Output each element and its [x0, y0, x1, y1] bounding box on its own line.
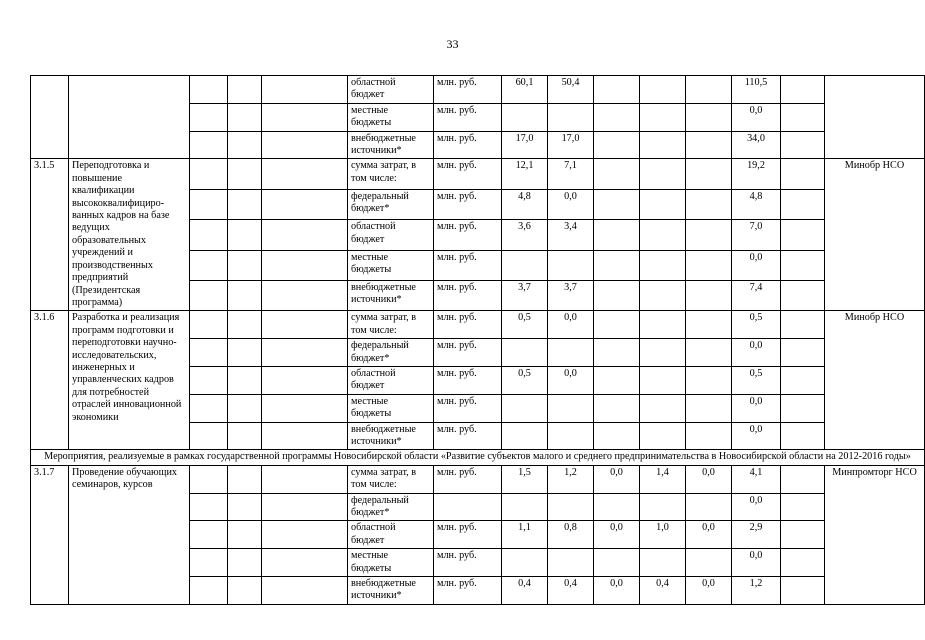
source-cell: областной бюджет — [348, 220, 434, 250]
value-2013 — [548, 493, 594, 521]
page-number: 33 — [446, 37, 459, 51]
value-2013 — [548, 250, 594, 280]
value-2013: 50,4 — [548, 76, 594, 104]
unit-cell: млн. руб. — [434, 366, 502, 394]
value-2016 — [686, 220, 732, 250]
value-2016 — [686, 250, 732, 280]
value-total: 4,8 — [732, 189, 781, 219]
measure-code: 3.1.6 — [31, 311, 69, 450]
value-2016 — [686, 366, 732, 394]
value-2012: 3,6 — [502, 220, 548, 250]
source-cell: областной бюджет — [348, 521, 434, 549]
value-2016: 0,0 — [686, 577, 732, 605]
unit-cell: млн. руб. — [434, 159, 502, 189]
unit-cell: млн. руб. — [434, 549, 502, 577]
value-2013: 3,7 — [548, 280, 594, 310]
unit-cell: млн. руб. — [434, 465, 502, 493]
value-2012 — [502, 394, 548, 422]
value-total: 4,1 — [732, 465, 781, 493]
value-2016 — [686, 549, 732, 577]
source-cell: внебюджетные источники* — [348, 422, 434, 450]
source-cell: федеральный бюджет* — [348, 189, 434, 219]
value-total: 19,2 — [732, 159, 781, 189]
value-2015: 1,4 — [640, 465, 686, 493]
unit-cell: млн. руб. — [434, 250, 502, 280]
value-total: 0,0 — [732, 103, 781, 131]
source-cell: сумма затрат, в том числе: — [348, 159, 434, 189]
value-2016 — [686, 311, 732, 339]
source-cell: местные бюджеты — [348, 394, 434, 422]
value-2016 — [686, 76, 732, 104]
measure-title-cell — [69, 76, 190, 159]
value-total: 110,5 — [732, 76, 781, 104]
value-total: 34,0 — [732, 131, 781, 159]
source-cell: внебюджетные источники* — [348, 131, 434, 159]
measure-title: Разработка и реализация программ подготовки и переподготовки научно-исследовательских, инженерных и управленческих кадров для потребностей отраслей инновационной экономики — [69, 311, 190, 450]
value-2014 — [594, 159, 640, 189]
value-2016 — [686, 189, 732, 219]
value-total: 0,0 — [732, 549, 781, 577]
value-total: 0,5 — [732, 311, 781, 339]
value-2016 — [686, 493, 732, 521]
value-2013: 0,4 — [548, 577, 594, 605]
value-2014: 0,0 — [594, 521, 640, 549]
source-cell: федеральный бюджет* — [348, 493, 434, 521]
value-total: 0,0 — [732, 422, 781, 450]
value-2016 — [686, 394, 732, 422]
value-2014 — [594, 549, 640, 577]
value-2013: 3,4 — [548, 220, 594, 250]
value-2012: 1,5 — [502, 465, 548, 493]
unit-cell: млн. руб. — [434, 189, 502, 219]
value-2015 — [640, 189, 686, 219]
value-2015 — [640, 366, 686, 394]
value-2015 — [640, 549, 686, 577]
value-2015 — [640, 159, 686, 189]
value-2015 — [640, 131, 686, 159]
source-cell: местные бюджеты — [348, 250, 434, 280]
value-2012: 0,5 — [502, 366, 548, 394]
unit-cell — [434, 493, 502, 521]
value-2015 — [640, 493, 686, 521]
section-header-row — [31, 450, 925, 465]
value-total: 0,5 — [732, 366, 781, 394]
value-2016: 0,0 — [686, 521, 732, 549]
value-2015 — [640, 103, 686, 131]
value-total: 7,0 — [732, 220, 781, 250]
value-2016 — [686, 280, 732, 310]
value-2014 — [594, 131, 640, 159]
value-total: 0,0 — [732, 339, 781, 367]
value-2016 — [686, 422, 732, 450]
value-2015 — [640, 280, 686, 310]
table-row — [31, 76, 925, 104]
unit-cell: млн. руб. — [434, 339, 502, 367]
value-total: 0,0 — [732, 250, 781, 280]
value-2013: 17,0 — [548, 131, 594, 159]
responsible-cell — [825, 76, 925, 159]
value-2016 — [686, 339, 732, 367]
source-cell: областной бюджет — [348, 76, 434, 104]
unit-cell: млн. руб. — [434, 577, 502, 605]
source-cell: сумма затрат, в том числе: — [348, 311, 434, 339]
value-2013: 0,0 — [548, 311, 594, 339]
value-2012 — [502, 250, 548, 280]
table-body — [31, 76, 925, 605]
value-2012 — [502, 103, 548, 131]
source-cell: внебюджетные источники* — [348, 577, 434, 605]
unit-cell: млн. руб. — [434, 394, 502, 422]
value-2014 — [594, 280, 640, 310]
source-cell: местные бюджеты — [348, 103, 434, 131]
measure-title: Переподготовка и повышение квалификации высококвалифициро-ванных кадров на базе ведущих образовательных учреждений и производственных предприятий (Президентская программа) — [69, 159, 190, 311]
unit-cell: млн. руб. — [434, 280, 502, 310]
value-2013: 0,8 — [548, 521, 594, 549]
source-cell: сумма затрат, в том числе: — [348, 465, 434, 493]
responsible-executor: Минпромторг НСО — [825, 465, 925, 604]
unit-cell: млн. руб. — [434, 422, 502, 450]
value-total: 7,4 — [732, 280, 781, 310]
value-2012 — [502, 339, 548, 367]
budget-table — [30, 75, 925, 605]
value-2014 — [594, 311, 640, 339]
value-2014 — [594, 366, 640, 394]
value-2015 — [640, 220, 686, 250]
unit-cell: млн. руб. — [434, 311, 502, 339]
value-2014 — [594, 76, 640, 104]
measure-title: Проведение обучающих семинаров, курсов — [69, 465, 190, 604]
unit-cell: млн. руб. — [434, 76, 502, 104]
responsible-executor: Минобр НСО — [825, 159, 925, 311]
value-2016: 0,0 — [686, 465, 732, 493]
value-2014 — [594, 250, 640, 280]
value-2012 — [502, 422, 548, 450]
value-2015 — [640, 250, 686, 280]
value-2014 — [594, 394, 640, 422]
value-2014 — [594, 220, 640, 250]
value-2016 — [686, 159, 732, 189]
value-total: 1,2 — [732, 577, 781, 605]
code-cell — [31, 76, 69, 159]
measure-code: 3.1.7 — [31, 465, 69, 604]
value-2014: 0,0 — [594, 465, 640, 493]
value-2012: 1,1 — [502, 521, 548, 549]
value-2012: 60,1 — [502, 76, 548, 104]
value-2012 — [502, 549, 548, 577]
value-2015 — [640, 76, 686, 104]
unit-cell: млн. руб. — [434, 220, 502, 250]
value-total: 0,0 — [732, 394, 781, 422]
value-2013 — [548, 339, 594, 367]
value-2012: 3,7 — [502, 280, 548, 310]
value-2013 — [548, 394, 594, 422]
source-cell: федеральный бюджет* — [348, 339, 434, 367]
value-2014 — [594, 189, 640, 219]
value-2012: 4,8 — [502, 189, 548, 219]
value-2015 — [640, 339, 686, 367]
source-cell: внебюджетные источники* — [348, 280, 434, 310]
measure-code: 3.1.5 — [31, 159, 69, 311]
value-2014: 0,0 — [594, 577, 640, 605]
value-2012 — [502, 493, 548, 521]
value-2014 — [594, 103, 640, 131]
unit-cell: млн. руб. — [434, 131, 502, 159]
value-2015 — [640, 311, 686, 339]
value-2014 — [594, 339, 640, 367]
value-2014 — [594, 493, 640, 521]
table-row — [31, 465, 925, 493]
value-2015 — [640, 422, 686, 450]
value-2016 — [686, 103, 732, 131]
value-2013 — [548, 422, 594, 450]
section-header: Мероприятия, реализуемые в рамках государственной программы Новосибирской области «Развитие субъектов малого и среднего предпринимательства в Новосибирской области на 2012-2016 годы» — [31, 450, 925, 465]
unit-cell: млн. руб. — [434, 521, 502, 549]
value-2015: 1,0 — [640, 521, 686, 549]
value-2013: 1,2 — [548, 465, 594, 493]
value-2013: 0,0 — [548, 189, 594, 219]
value-2015: 0,4 — [640, 577, 686, 605]
responsible-executor: Минобр НСО — [825, 311, 925, 450]
value-total: 0,0 — [732, 493, 781, 521]
unit-cell: млн. руб. — [434, 103, 502, 131]
value-2012: 0,5 — [502, 311, 548, 339]
value-2013: 0,0 — [548, 366, 594, 394]
source-cell: областной бюджет — [348, 366, 434, 394]
value-2012: 0,4 — [502, 577, 548, 605]
value-2016 — [686, 131, 732, 159]
value-total: 2,9 — [732, 521, 781, 549]
value-2015 — [640, 394, 686, 422]
value-2013 — [548, 103, 594, 131]
value-2013: 7,1 — [548, 159, 594, 189]
value-2012: 12,1 — [502, 159, 548, 189]
source-cell: местные бюджеты — [348, 549, 434, 577]
value-2012: 17,0 — [502, 131, 548, 159]
table-row — [31, 159, 925, 189]
value-2013 — [548, 549, 594, 577]
table-row — [31, 311, 925, 339]
value-2014 — [594, 422, 640, 450]
